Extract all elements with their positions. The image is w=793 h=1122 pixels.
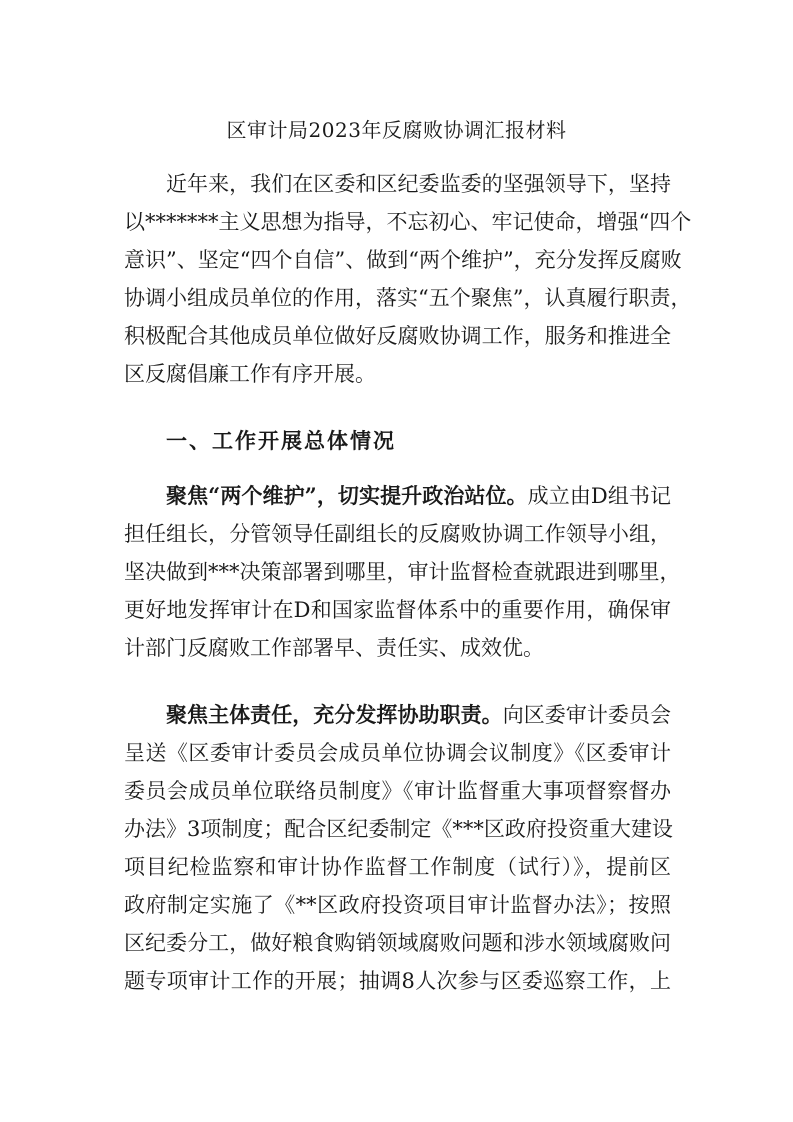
para2-line-8: 题专项审计工作的开展；抽调8人次参与区委巡察工作，上 xyxy=(124,969,671,993)
para2-line-2: 呈送《区委审计委员会成员单位协调会议制度》《区委审计 xyxy=(124,741,671,765)
para1-line-1-text: 成立由D组书记 xyxy=(527,484,671,508)
intro-line-2: 以*******主义思想为指导，不忘初心、牢记使命，增强“四个 xyxy=(124,210,692,234)
intro-line-6: 区反腐倡廉工作有序开展。 xyxy=(124,362,376,386)
para2-line-1-text: 向区委审计委员会 xyxy=(502,703,672,727)
para2-line-4: 办法》3项制度；配合区纪委制定《***区政府投资重大建设 xyxy=(124,817,673,841)
para2-line-5: 项目纪检监察和审计协作监督工作制度（试行）》，提前区 xyxy=(124,855,671,879)
para1-line-2: 担任组长，分管领导任副组长的反腐败协调工作领导小组， xyxy=(124,522,671,546)
section-heading: 一、工作开展总体情况 xyxy=(166,428,396,453)
intro-line-5: 积极配合其他成员单位做好反腐败协调工作，服务和推进全 xyxy=(124,324,671,348)
para2-line-1 xyxy=(166,701,671,729)
para1-lead: 聚焦“两个维护”，切实提升政治站位。 xyxy=(166,483,528,508)
intro-line-4: 协调小组成员单位的作用，落实“五个聚焦”，认真履行职责， xyxy=(124,286,692,310)
para1-line-5: 计部门反腐败工作部署早、责任实、成效优。 xyxy=(124,636,544,660)
para2-lead: 聚焦主体责任，充分发挥协助职责。 xyxy=(166,702,503,727)
para2-line-6: 政府制定实施了《**区政府投资项目审计监督办法》；按照 xyxy=(124,893,671,917)
document-title: 区审计局2023年反腐败协调汇报材料 xyxy=(226,118,567,142)
para1-line-1 xyxy=(166,482,671,510)
intro-line-3: 意识”、坚定“四个自信”、做到“两个维护”，充分发挥反腐败 xyxy=(124,248,682,272)
intro-line-1: 近年来，我们在区委和区纪委监委的坚强领导下，坚持 xyxy=(166,172,671,196)
para2-line-3: 委员会成员单位联络员制度》《审计监督重大事项督察督办 xyxy=(124,779,671,803)
para2-line-7: 区纪委分工，做好粮食购销领域腐败问题和涉水领域腐败问 xyxy=(124,931,671,955)
para1-line-4: 更好地发挥审计在D和国家监督体系中的重要作用，确保审 xyxy=(124,598,671,622)
para1-line-3: 坚决做到***决策部署到哪里，审计监督检查就跟进到哪里， xyxy=(124,560,681,584)
